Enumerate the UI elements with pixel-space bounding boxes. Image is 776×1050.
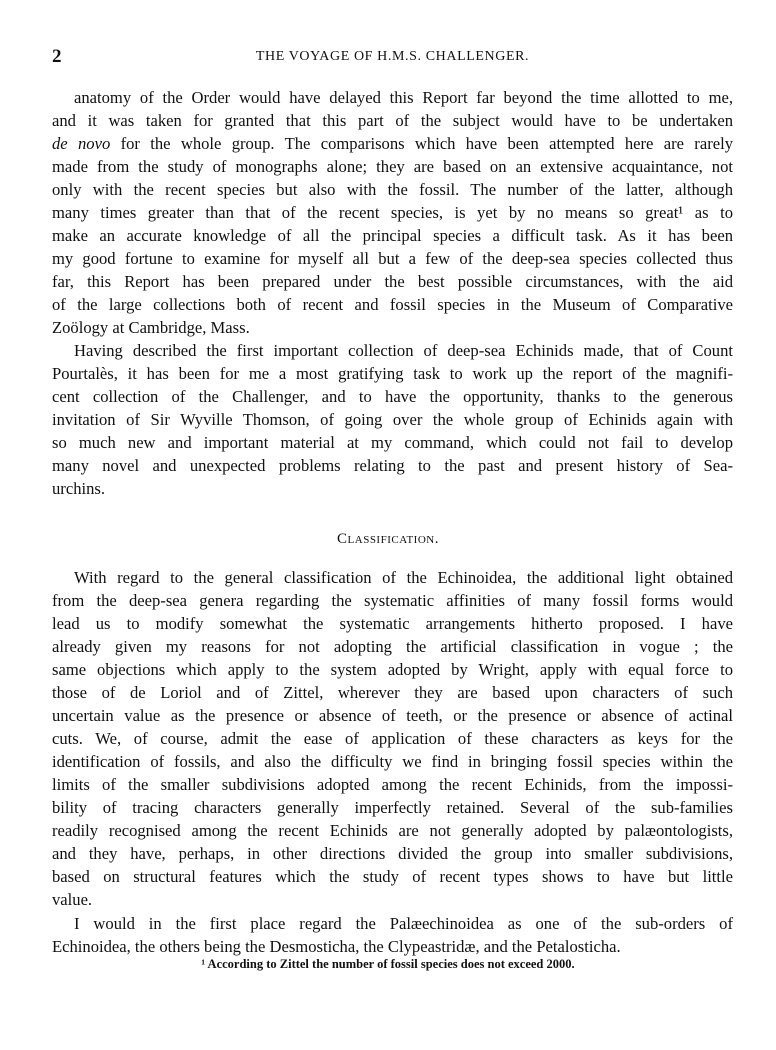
- text-line: only with the recent species but also with the fossil. The number of the latter, although: [52, 180, 733, 199]
- text-line: anatomy of the Order would have delayed this Report far beyond the time allotted to me,: [74, 88, 733, 107]
- section-heading: Classification.: [337, 531, 439, 547]
- paragraph: [52, 86, 733, 339]
- text-line: Zoölogy at Cambridge, Mass.: [52, 318, 250, 337]
- text-line: lead us to modify somewhat the systematic arrangements hitherto proposed. I have: [52, 614, 733, 633]
- text-line: already given my reasons for not adopting the artificial classification in vogue ; the: [52, 637, 733, 656]
- paragraph: [52, 566, 733, 911]
- text-line: many times greater than that of the recent species, is yet by no means so great¹ as to: [52, 203, 733, 222]
- text-line: same objections which apply to the system adopted by Wright, apply with equal force to: [52, 660, 733, 679]
- text-line: and it was taken for granted that this part of the subject would have to be undertaken: [52, 111, 733, 130]
- text-line: and they have, perhaps, in other directions divided the group into smaller subdivisions,: [52, 844, 733, 863]
- paragraph: [52, 912, 733, 958]
- text-line: With regard to the general classification of the Echinoidea, the additional light obtained: [74, 568, 733, 587]
- text-line: de novo for the whole group. The comparisons which have been attempted here are rarely: [52, 134, 733, 153]
- footnote: ¹ According to Zittel the number of fossil species does not exceed 2000.: [201, 957, 575, 971]
- text-line: uncertain value as the presence or absence of teeth, or the presence or absence of actinal: [52, 706, 733, 725]
- text-line: my good fortune to examine for myself all but a few of the deep-sea species collected thus: [52, 249, 733, 268]
- text-line: identification of fossils, and also the difficulty we find in bringing fossil species within the: [52, 752, 733, 771]
- text-line: limits of the smaller subdivisions adopted among the recent Echinids, from the impossi-: [52, 775, 733, 794]
- text-line: value.: [52, 890, 93, 909]
- text-line: cent collection of the Challenger, and to have the opportunity, thanks to the generous: [52, 387, 733, 406]
- text-line: bility of tracing characters generally imperfectly retained. Several of the sub-families: [52, 798, 733, 817]
- text-line: Echinoidea, the others being the Desmosticha, the Clypeastridæ, and the Petalosticha.: [52, 937, 621, 956]
- text-line: based on structural features which the study of recent types shows to have but little: [52, 867, 733, 886]
- text-line: far, this Report has been prepared under the best possible circumstances, with the aid: [52, 272, 733, 291]
- paragraph: [52, 339, 733, 500]
- text-line: I would in the first place regard the Palæechinoidea as one of the sub-orders of: [74, 914, 733, 933]
- text-line: made from the study of monographs alone; they are based on an extensive acquaintance, not: [52, 157, 733, 176]
- text-line: from the deep-sea genera regarding the systematic affinities of many fossil forms would: [52, 591, 733, 610]
- running-title: THE VOYAGE OF H.M.S. CHALLENGER.: [255, 49, 530, 64]
- running-header: [52, 46, 733, 68]
- text-line: Having described the first important collection of deep-sea Echinids made, that of Count: [74, 341, 733, 360]
- text-line: many novel and unexpected problems relating to the past and present history of Sea-: [52, 456, 733, 475]
- text-line: Pourtalès, it has been for me a most gratifying task to work up the report of the magnifi-: [52, 364, 733, 383]
- text-line: cuts. We, of course, admit the ease of application of these characters as keys for the: [52, 729, 733, 748]
- text-line: urchins.: [52, 479, 105, 498]
- text-line: so much new and important material at my command, which could not fail to develop: [52, 433, 733, 452]
- text-line: of the large collections both of recent and fossil species in the Museum of Comparative: [52, 295, 733, 314]
- text-line: readily recognised among the recent Echinids are not generally adopted by palæontologists,: [52, 821, 733, 840]
- text-line: those of de Loriol and of Zittel, wherever they are based upon characters of such: [52, 683, 733, 702]
- text-line: make an accurate knowledge of all the principal species a difficult task. As it has been: [52, 226, 733, 245]
- page-number: 2: [52, 46, 62, 67]
- italic-phrase: de novo: [52, 134, 111, 153]
- text-line: invitation of Sir Wyville Thomson, of going over the whole group of Echinids again with: [52, 410, 733, 429]
